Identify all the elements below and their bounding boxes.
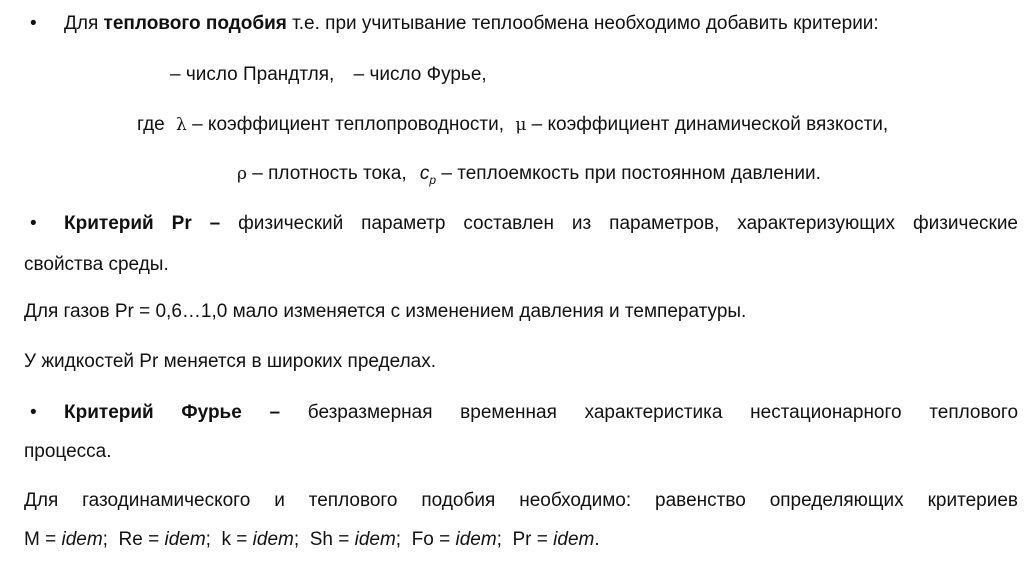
eq-k [222, 529, 300, 550]
end-period: . [594, 529, 600, 550]
intro-bold: теплового подобия [103, 13, 287, 34]
eq-pr-idem: idem [553, 529, 595, 550]
eq-m-label: M = [24, 529, 57, 550]
gas-pr-range: Для газов Pr = 0,6…1,0 мало изменяется с изменением давления и температуры. [24, 301, 747, 322]
intro-rest: т.е. при учитывание теплообмена необходимо добавить критерии: [292, 13, 879, 34]
definitions-line-1 [137, 114, 888, 136]
pr-criterion-line-2: свойства среды. [24, 254, 169, 275]
sep-1: ; [102, 529, 108, 550]
lambda-description: – коэффициент теплопроводности, [192, 114, 505, 135]
where-label: где [137, 114, 165, 135]
cp-subscript: p [429, 173, 437, 187]
bullet-1: • [30, 13, 37, 34]
eq-k-label: k = [221, 529, 248, 550]
dash-1: – [170, 64, 181, 85]
dash-2: – [353, 64, 365, 85]
sep-4: ; [395, 529, 402, 550]
pr-criterion-text: физический параметр составлен из параметров, характеризующих физические [238, 213, 1018, 234]
pr-criterion-line-1 [24, 213, 1018, 235]
eq-m [24, 529, 108, 550]
eq-re-label: Re = [118, 529, 160, 550]
eq-fo [412, 529, 502, 550]
eq-pr-label: Pr = [512, 529, 548, 550]
eq-fo-label: Fo = [411, 529, 451, 550]
eq-sh [310, 529, 401, 550]
intro-text: Для [64, 13, 99, 34]
bullet-2: • [30, 213, 37, 234]
criteria-list [170, 64, 487, 86]
cp-symbol [419, 163, 437, 187]
mu-description: – коэффициент динамической вязкости, [531, 114, 889, 135]
eq-re-idem: idem [164, 529, 206, 550]
cp-description: – теплоемкость при постоянном давлении. [441, 163, 821, 184]
eq-fo-idem: idem [455, 529, 497, 550]
rho-description: – плотность тока, [252, 163, 407, 184]
eq-sh-label: Sh = [309, 529, 350, 550]
thermal-similarity-intro [64, 13, 879, 35]
eq-pr [513, 529, 600, 550]
prandtl-label: число Прандтля, [185, 64, 335, 85]
eq-sh-idem: idem [354, 529, 396, 550]
liquid-pr-note: У жидкостей Pr меняется в широких пределах. [24, 351, 437, 372]
pr-criterion-title: Критерий Pr – [64, 213, 221, 234]
fourier-criterion-title: Критерий Фурье – [64, 402, 281, 423]
sep-5: ; [496, 529, 502, 550]
eq-re [119, 529, 211, 550]
eq-m-idem: idem [61, 529, 103, 550]
fourier-criterion-line-2: процесса. [24, 441, 112, 462]
lambda-symbol: λ [176, 115, 187, 135]
fourier-criterion-line-1 [24, 402, 1018, 424]
fourier-label: число Фурье, [369, 64, 487, 85]
sep-2: ; [205, 529, 211, 550]
mu-symbol: μ [515, 115, 527, 135]
fourier-criterion-text: безразмерная временная характеристика нестационарного теплового [307, 402, 1019, 423]
sep-3: ; [293, 529, 300, 550]
cp-c: c [419, 163, 430, 184]
similarity-condition: Для газодинамического и теплового подобия необходимо: равенство определяющих критериев [24, 490, 1018, 511]
definitions-line-2 [237, 163, 821, 185]
idem-equations [24, 529, 600, 551]
bullet-3: • [30, 402, 37, 423]
eq-k-idem: idem [252, 529, 294, 550]
rho-symbol: ρ [237, 164, 247, 184]
